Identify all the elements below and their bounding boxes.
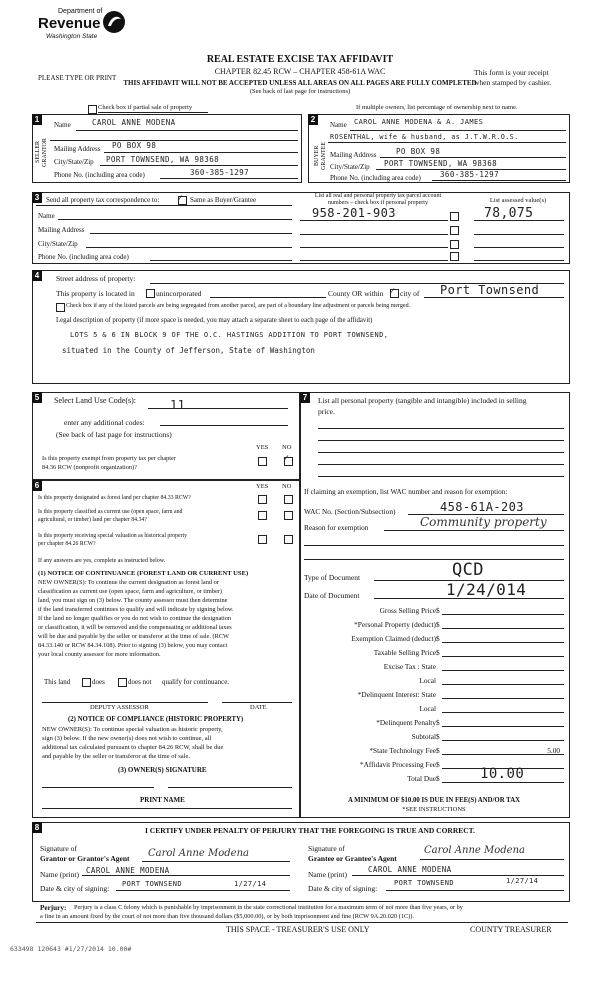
does-label: does <box>92 678 105 686</box>
grantee-name-label: Name (print) <box>308 870 347 879</box>
seller-name[interactable]: CAROL ANNE MODENA <box>92 118 176 127</box>
seller-mailing[interactable]: PO BOX 98 <box>112 141 157 150</box>
parcel-2-personal-checkbox[interactable] <box>450 226 459 235</box>
forest-yes-checkbox[interactable] <box>258 495 267 504</box>
forest-question: Is this property designated as forest land per chapter 84.33 RCW? <box>38 495 191 501</box>
total-due-value[interactable]: 10.00 <box>480 766 525 782</box>
notice-2-line2: sign (3) below. If the new owner(s) does not wish to continue, all <box>42 735 212 742</box>
does-not-checkbox[interactable] <box>118 678 127 687</box>
fee-row-label: Excise Tax : State <box>383 662 436 671</box>
fee-row-currency: $ <box>436 746 440 755</box>
perjury-line-2: a fine in an amount fixed by the court of not more than five thousand dollars ($5,000.00), or by both imprisonment and fine (RCW 9A.20.020 (1C)). <box>40 913 414 920</box>
section-1-number: 1 <box>32 114 42 125</box>
see-instructions-note: *SEE INSTRUCTIONS <box>402 806 466 813</box>
grantee-signature[interactable]: Carol Anne Modena <box>424 845 525 856</box>
unincorporated-label: unincorporated <box>156 289 202 298</box>
current-use-question-2: agricultural, or timber) land per chapter 84.34? <box>38 517 147 523</box>
notice-1-line2: classification as current use (open space, farm and agriculture, or timber) <box>38 588 222 595</box>
print-name-label: PRINT NAME <box>140 796 185 804</box>
historic-no-checkbox[interactable] <box>284 535 293 544</box>
forest-no-checkbox[interactable] <box>284 495 293 504</box>
same-as-buyer-label: Same as Buyer/Grantee <box>190 196 257 204</box>
does-not-label: does not <box>128 678 152 686</box>
current-use-yes-checkbox[interactable] <box>258 511 267 520</box>
send-all-label: Send all property tax correspondence to: <box>46 196 160 204</box>
reason-value[interactable]: Community property <box>420 515 547 529</box>
grantee-city[interactable]: PORT TOWNSEND <box>394 879 454 887</box>
same-as-buyer-mark: ✓ <box>177 193 184 204</box>
personal-property-label-1: List all personal property (tangible and intangible) included in selling <box>318 396 527 405</box>
grantor-signature[interactable]: Carol Anne Modena <box>148 848 249 859</box>
parcel-number[interactable]: 958-201-903 <box>312 206 396 220</box>
parcel-header-2: numbers – check box if personal property <box>328 200 428 206</box>
grantor-name[interactable]: CAROL ANNE MODENA <box>86 866 170 875</box>
buyer-name-label: Name <box>330 121 347 129</box>
exempt-question-1: Is this property exempt from property tax per chapter <box>42 455 176 462</box>
section-3-number: 3 <box>32 192 42 203</box>
grantor-city[interactable]: PORT TOWNSEND <box>122 880 182 888</box>
perjury-label: Perjury: <box>40 904 67 912</box>
buyer-phone-label: Phone No. (including area code) <box>330 174 421 182</box>
this-land-label: This land <box>44 678 71 686</box>
notice-1-line9: your local county assessor for more information. <box>38 651 161 658</box>
street-address-label: Street address of property: <box>56 274 136 283</box>
notice-2-line3: additional tax calculated pursuant to chapter 84.26 RCW, shall be due <box>42 744 224 751</box>
receipt-stamp: 633498 120643 #1/27/2014 10.00# <box>10 945 132 953</box>
assessed-value[interactable]: 78,075 <box>484 206 534 221</box>
fee-row-label: *Delinquent Penalty <box>376 718 436 727</box>
corr-phone-label: Phone No. (including area code) <box>38 253 129 261</box>
sig-grantor-label-2: Grantor or Grantor's Agent <box>40 854 130 863</box>
date-doc-value[interactable]: 1/24/014 <box>446 580 527 599</box>
land-use-label: Select Land Use Code(s): <box>54 396 136 405</box>
fee-row-currency: $ <box>436 634 440 643</box>
dept-line1: Department of <box>58 8 103 15</box>
parcel-3-personal-checkbox[interactable] <box>450 240 459 249</box>
multiple-owners-note: If multiple owners, list percentage of ownership next to name. <box>356 104 518 111</box>
located-in-label: This property is located in <box>56 289 135 298</box>
fee-row-label: *Personal Property (deduct) <box>354 620 436 629</box>
section-2-number: 2 <box>308 114 318 125</box>
legal-desc-line1[interactable]: LOTS 5 & 6 IN BLOCK 9 OF THE O.C. HASTINGS ADDITION TO PORT TOWNSEND, <box>70 331 389 339</box>
city-of-value[interactable]: Port Townsend <box>440 283 540 297</box>
form-warning: THIS AFFIDAVIT WILL NOT BE ACCEPTED UNLESS ALL AREAS ON ALL PAGES ARE FULLY COMPLETED <box>123 79 477 87</box>
section-8-number: 8 <box>32 822 42 833</box>
wac-value[interactable]: 458-61A-203 <box>440 500 524 514</box>
grantee-date[interactable]: 1/27/14 <box>506 877 539 885</box>
if-yes-note: If any answers are yes, complete as instructed below. <box>38 558 166 564</box>
seller-city[interactable]: PORT TOWNSEND, WA 98368 <box>106 155 220 164</box>
section-6-number: 6 <box>32 480 42 491</box>
fee-row-label: Subtotal <box>411 732 436 741</box>
grantor-date[interactable]: 1/27/14 <box>234 880 267 888</box>
seller-city-label: City/State/Zip <box>54 158 94 166</box>
form-title: REAL ESTATE EXCISE TAX AFFIDAVIT <box>206 54 394 65</box>
yes-header-5: YES <box>256 444 269 451</box>
buyer-mailing[interactable]: PO BOX 98 <box>396 147 441 156</box>
type-doc-label: Type of Document <box>304 573 361 582</box>
corr-name-label: Name <box>38 212 55 220</box>
reason-label: Reason for exemption <box>304 523 369 532</box>
county-within-label: County OR within <box>328 289 384 298</box>
grantor-date-city-label: Date & city of signing: <box>40 884 110 893</box>
fee-row-currency: $ <box>436 760 440 769</box>
notice-1-line4: if the land transferred continues to qualify and will indicate by signing below. <box>38 606 234 613</box>
exempt-no-mark: ✓ <box>283 453 290 464</box>
notice-1-line5: If the land no longer qualifies or you do not wish to continue the designation <box>38 615 232 622</box>
parcel-1-personal-checkbox[interactable] <box>450 212 459 221</box>
type-doc-value[interactable]: QCD <box>452 560 484 580</box>
notice-2-title: (2) NOTICE OF COMPLIANCE (HISTORIC PROPERTY) <box>68 716 244 723</box>
deputy-date-label: DATE <box>250 704 267 711</box>
corr-city-label: City/State/Zip <box>38 240 78 248</box>
seller-mailing-label: Mailing Address <box>54 145 101 153</box>
land-use-value[interactable]: 11 <box>170 398 186 412</box>
grantee-date-city-label: Date & city of signing: <box>308 884 378 893</box>
see-back-5: (See back of last page for instructions) <box>56 430 172 439</box>
corr-mailing-label: Mailing Address <box>38 226 85 234</box>
minimum-note: A MINIMUM OF $10.00 IS DUE IN FEE(S) AND/OR TAX <box>347 797 521 804</box>
fee-row-currency: $ <box>436 774 440 783</box>
dept-line3: Washington State <box>46 33 98 40</box>
see-back: (See back of last page for instructions) <box>249 88 351 95</box>
treasurer-only: THIS SPACE - TREASURER'S USE ONLY <box>226 925 370 934</box>
notice-1-line6: or classification, it will be removed and the compensating or additional taxes <box>38 624 232 631</box>
buyer-city-label: City/State/Zip <box>330 163 370 171</box>
receipt-note-2: when stamped by cashier. <box>474 78 552 87</box>
seller-phone-label: Phone No. (including area code) <box>54 171 145 179</box>
within-city-mark: ✓ <box>389 286 396 297</box>
does-checkbox[interactable] <box>82 678 91 687</box>
seller-side-label: SELLER GRANTOR <box>35 138 48 167</box>
section-7-number: 7 <box>300 392 310 403</box>
personal-property-label-2: price. <box>318 407 335 416</box>
no-header-5: NO <box>282 444 292 451</box>
notice-1-line3: land, you must sign on (3) below. The county assessor must then determine <box>38 597 228 604</box>
notice-2-line1: NEW OWNER(S): To continue special valuation as historic property, <box>42 726 223 733</box>
sig-grantee-label-1: Signature of <box>308 844 345 853</box>
fee-row-label: Local <box>419 704 436 713</box>
partial-sale-checkbox[interactable] <box>88 105 97 114</box>
current-use-no-checkbox[interactable] <box>284 511 293 520</box>
form-chapter: CHAPTER 82.45 RCW – CHAPTER 458-61A WAC <box>214 67 386 76</box>
current-use-question-1: Is this property classified as current use (open space, farm and <box>38 509 183 515</box>
segregated-label: Check box if any of the listed parcels are being segregated from another parcel, are part of a boundary line adjustment or parcels being merged. <box>66 303 411 309</box>
buyer-name-line2[interactable]: ROSENTHAL, wife & husband, as J.T.W.R.O.S. <box>330 133 519 141</box>
fee-row-label: Total Due <box>407 774 436 783</box>
seller-name-label: Name <box>54 121 71 129</box>
exemption-claim-label: If claiming an exemption, list WAC number and reason for exemption: <box>304 488 508 496</box>
no-header-6: NO <box>282 483 292 490</box>
perjury-line-1: Perjury is a class C felony which is punishable by imprisonment in the state correctional institution for a maximum term of not more than five years, or by <box>74 904 463 911</box>
notice-1-line7: will be due and payable by the seller or transferor at the time of sale. (RCW <box>38 633 229 640</box>
notice-1-title: (1) NOTICE OF CONTINUANCE (FOREST LAND OR CURRENT USE) <box>38 570 249 577</box>
sig-grantee-label-2: Grantee or Grantee's Agent <box>308 854 397 863</box>
notice-1-line1: NEW OWNER(S): To continue the current designation as forest land or <box>38 579 219 586</box>
historic-question-2: per chapter 84.26 RCW? <box>38 541 96 547</box>
buyer-name[interactable]: CAROL ANNE MODENA & A. JAMES <box>354 118 484 126</box>
fee-row-label: Exemption Claimed (deduct) <box>351 634 436 643</box>
buyer-side-label: BUYER GRANTEE <box>314 142 327 170</box>
assessed-header: List assessed value(s) <box>489 197 547 204</box>
wac-label: WAC No. (Section/Subsection) <box>304 507 396 516</box>
parcel-header-1: List all real and personal property tax parcel account <box>314 193 442 199</box>
fee-row-label: Gross Selling Price <box>379 606 436 615</box>
fee-row-label: Taxable Selling Price <box>373 648 436 657</box>
fee-row-currency: $ <box>436 732 440 741</box>
notice-1-line8: 84.33.140 or RCW 84.34.108). Prior to signing (3) below, you may contact <box>38 642 228 649</box>
legal-desc-line2[interactable]: situated in the County of Jefferson, State of Washington <box>62 346 315 355</box>
partial-sale-label: Check box if partial sale of property <box>98 104 193 111</box>
legal-desc-label: Legal description of property (if more space is needed, you may attach a separate sheet to each page of the affidavit) <box>56 317 373 324</box>
city-of-label: city of <box>400 289 420 298</box>
qualify-label: qualify for continuance. <box>162 678 230 686</box>
sig-grantor-label-1: Signature of <box>40 844 77 853</box>
section-5-number: 5 <box>32 392 42 403</box>
dor-logo <box>38 8 138 50</box>
please-type: PLEASE TYPE OR PRINT <box>38 74 117 82</box>
fee-row-label: Local <box>419 676 436 685</box>
fee-row-currency: $ <box>436 606 440 615</box>
buyer-phone[interactable]: 360-385-1297 <box>440 170 499 179</box>
date-doc-label: Date of Document <box>304 591 360 600</box>
historic-question-1: Is this property receiving special valuation as historical property <box>38 533 188 539</box>
fee-table <box>304 606 566 786</box>
certify-statement: I CERTIFY UNDER PENALTY OF PERJURY THAT THE FOREGOING IS TRUE AND CORRECT. <box>144 826 475 835</box>
section-4-number: 4 <box>32 270 42 281</box>
segregated-checkbox[interactable] <box>56 303 65 312</box>
fee-row-currency: $ <box>436 718 440 727</box>
seller-phone[interactable]: 360-385-1297 <box>190 168 249 177</box>
county-treasurer: COUNTY TREASURER <box>470 925 552 934</box>
notice-2-line4: and payable by the seller or transferor at the time of sale. <box>42 753 190 760</box>
fee-row-label: *Delinquent Interest: State <box>357 690 436 699</box>
exempt-yes-checkbox[interactable] <box>258 457 267 466</box>
deputy-assessor-label: DEPUTY ASSESSOR <box>90 704 149 711</box>
fee-row-label: *State Technology Fee <box>369 746 436 755</box>
receipt-note-1: This form is your receipt <box>474 68 549 77</box>
buyer-city[interactable]: PORT TOWNSEND, WA 98368 <box>384 159 498 168</box>
yes-header-6: YES <box>256 483 269 490</box>
grantor-name-label: Name (print) <box>40 870 79 879</box>
unincorporated-checkbox[interactable] <box>146 289 155 298</box>
buyer-mailing-label: Mailing Address <box>330 151 377 159</box>
dept-line2: Revenue <box>38 15 101 32</box>
additional-codes-label: enter any additional codes: <box>64 418 145 427</box>
exempt-question-2: 84.36 RCW (nonprofit organization)? <box>42 464 137 471</box>
owner-signature-title: (3) OWNER(S) SIGNATURE <box>118 766 207 774</box>
parcel-4-personal-checkbox[interactable] <box>450 252 459 261</box>
dor-logo-icon <box>102 10 126 34</box>
fee-row-currency: $ <box>436 648 440 657</box>
fee-row-label: *Affidavit Processing Fee <box>359 760 436 769</box>
grantee-name[interactable]: CAROL ANNE MODENA <box>368 865 452 874</box>
fee-row-currency: $ <box>436 620 440 629</box>
state-tech-fee-value[interactable]: 5.00 <box>547 746 560 755</box>
historic-yes-checkbox[interactable] <box>258 535 267 544</box>
